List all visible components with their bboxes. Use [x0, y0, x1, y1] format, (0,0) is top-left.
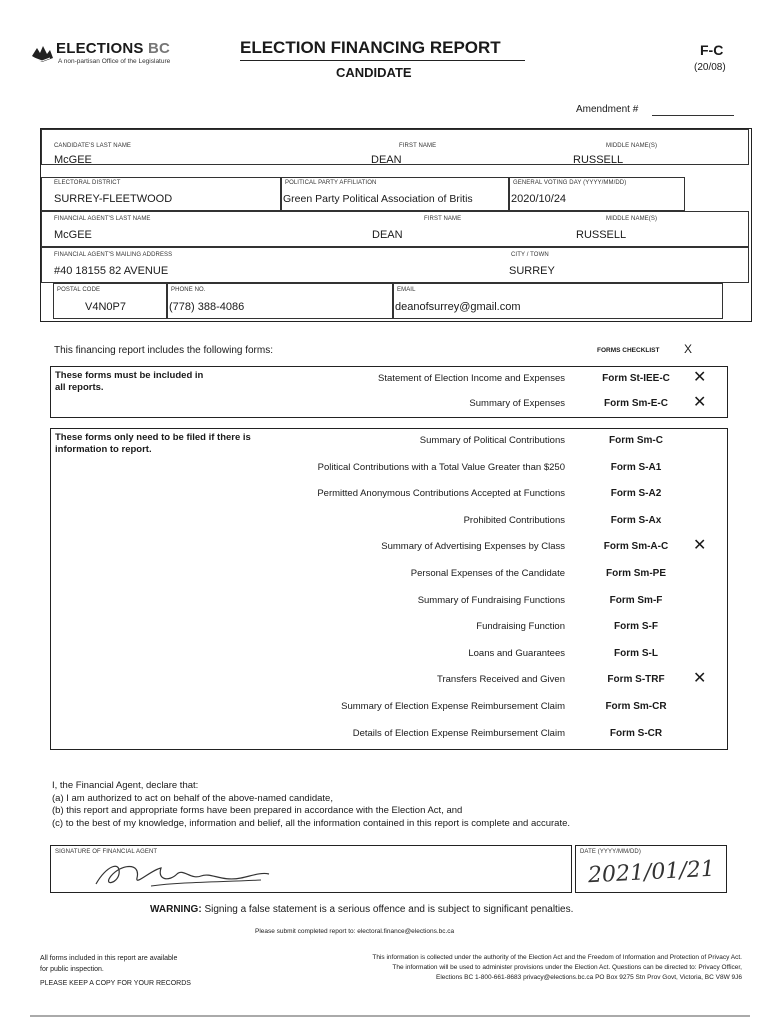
agent-last-name[interactable]: McGEE — [54, 229, 92, 241]
form-description: Prohibited Contributions — [463, 514, 565, 526]
form-code-label: Form Sm-F — [609, 594, 663, 606]
electoral-district-label: ELECTORAL DISTRICT — [54, 180, 121, 186]
amendment-label: Amendment # — [576, 104, 639, 115]
declaration-intro: I, the Financial Agent, declare that: — [52, 780, 199, 791]
forms-intro: This financing report includes the following forms: — [54, 345, 273, 356]
phone-label: PHONE NO. — [171, 287, 206, 293]
form-description: Loans and Guarantees — [468, 647, 565, 659]
agent-address[interactable]: #40 18155 82 AVENUE — [54, 265, 169, 277]
candidate-last-name-label: CANDIDATE'S LAST NAME — [54, 143, 132, 149]
footer-right-3: Elections BC 1-800-661-8683 privacy@elections.bc.ca PO Box 9275 Stn Prov Govt, Victoria, BC V8W 9J6 — [436, 974, 742, 981]
form-code-label: Form S-A1 — [610, 461, 662, 473]
form-code-label: Form Sm-CR — [605, 701, 667, 712]
elections-bc-logo-icon — [30, 42, 54, 64]
form-version: (20/08) — [694, 62, 726, 73]
page-title: ELECTION FINANCING REPORT — [240, 38, 525, 61]
form-description: Transfers Received and Given — [437, 674, 565, 686]
form-checkbox-mark[interactable]: ✕ — [693, 537, 707, 555]
voting-day-label: GENERAL VOTING DAY (YYYY/MM/DD) — [513, 180, 627, 186]
signature-label: SIGNATURE OF FINANCIAL AGENT — [55, 849, 158, 855]
form-code-label: Form S-L — [614, 647, 658, 659]
form-description: Political Contributions with a Total Value Greater than $250 — [317, 461, 565, 473]
forms-checklist-label: FORMS CHECKLIST — [597, 347, 660, 354]
form-checkbox-mark[interactable]: ✕ — [693, 394, 707, 411]
email-label: EMAIL — [397, 287, 416, 293]
footer-right — [242, 953, 742, 983]
voting-day[interactable]: 2020/10/24 — [511, 193, 567, 205]
footer-left-1: All forms included in this report are available — [40, 955, 178, 962]
warning-text — [150, 904, 573, 915]
form-code-label: Form Sm-PE — [605, 568, 666, 579]
footer-left-2: for public inspection. — [40, 966, 104, 973]
declaration-a: (a) I am authorized to act on behalf of the above-named candidate, — [52, 792, 333, 804]
form-code-label: Form S-Ax — [610, 514, 662, 526]
date-label: DATE (YYYY/MM/DD) — [580, 849, 641, 855]
party-affiliation[interactable]: Green Party Political Association of Britis — [283, 193, 473, 205]
candidate-first-name[interactable]: DEAN — [371, 154, 402, 166]
page-subtitle: CANDIDATE — [336, 65, 412, 80]
signature-scribble — [91, 856, 281, 890]
form-code-label: Form S-A2 — [610, 488, 662, 500]
candidate-middle-name-label: MIDDLE NAME(S) — [606, 143, 658, 149]
phone-number[interactable]: (778) 388-4086 — [169, 301, 245, 313]
footer-right-2: The information will be used to administer provisions under the Election Act. Questions can be directed to: Privacy Officer, — [392, 964, 742, 971]
agent-first-name[interactable]: DEAN — [372, 229, 403, 241]
form-description: Fundraising Function — [476, 621, 565, 633]
footer-right-1: This information is collected under the authority of the Election Act and the Freedom of Information and Protection of Privacy Act. — [372, 954, 742, 961]
form-description: Summary of Expenses — [469, 398, 565, 409]
agent-first-name-label: FIRST NAME — [424, 216, 462, 222]
forms-checklist-mark: X — [684, 342, 693, 356]
date-value: 2021/01/21 — [587, 856, 716, 889]
candidate-middle-name[interactable]: RUSSELL — [573, 154, 624, 166]
agent-middle-name[interactable]: RUSSELL — [576, 229, 627, 241]
candidate-first-name-label: FIRST NAME — [399, 143, 437, 149]
signature-field[interactable] — [50, 845, 572, 893]
optional-forms-note: These forms only need to be filed if there is information to report. — [55, 432, 251, 455]
form-code-label: Form St-IEE-C — [602, 373, 670, 384]
form-description: Statement of Election Income and Expenses — [378, 373, 565, 384]
warning-message: Signing a false statement is a serious offence and is subject to significant penalties. — [204, 904, 574, 915]
form-code-label: Form Sm-C — [609, 435, 663, 446]
form-checkbox-mark[interactable]: ✕ — [693, 670, 707, 688]
candidate-info-table — [40, 128, 752, 322]
optional-forms-box — [50, 428, 728, 750]
form-description: Summary of Political Contributions — [419, 435, 565, 446]
form-description: Summary of Advertising Expenses by Class — [381, 541, 565, 553]
warning-label: WARNING: — [150, 904, 202, 915]
submit-instructions: Please submit completed report to: electoral.finance@elections.bc.ca — [255, 928, 455, 935]
logo-word: ELECTIONS — [56, 40, 144, 57]
form-code-label: Form S-TRF — [607, 674, 665, 686]
declaration-b: (b) this report and appropriate forms have been prepared in accordance with the Election Act, and — [52, 805, 463, 816]
elections-bc-logo — [30, 40, 205, 70]
required-forms-box — [50, 366, 728, 418]
form-description: Personal Expenses of the Candidate — [410, 568, 565, 579]
declaration — [52, 780, 570, 830]
form-code-label: Form Sm-E-C — [604, 398, 668, 409]
required-forms-note: These forms must be included in all reports. — [55, 370, 204, 393]
postal-code-label: POSTAL CODE — [57, 287, 101, 293]
form-code-label: Form Sm-A-C — [603, 541, 669, 553]
bottom-rule — [30, 1015, 750, 1017]
postal-code[interactable]: V4N0P7 — [85, 301, 126, 313]
form-code-label: Form S-CR — [609, 727, 663, 739]
logo-bc: BC — [148, 40, 171, 57]
party-label: POLITICAL PARTY AFFILIATION — [285, 180, 377, 186]
form-description: Details of Election Expense Reimbursement Claim — [352, 727, 565, 739]
email-address[interactable]: deanofsurrey@gmail.com — [395, 301, 521, 313]
logo-tagline: A non-partisan Office of the Legislature — [58, 58, 171, 65]
form-description: Permitted Anonymous Contributions Accepted at Functions — [317, 488, 565, 500]
form-description: Summary of Fundraising Functions — [417, 594, 565, 606]
agent-middle-name-label: MIDDLE NAME(S) — [606, 216, 658, 222]
agent-last-name-label: FINANCIAL AGENT'S LAST NAME — [54, 216, 151, 222]
electoral-district[interactable]: SURREY-FLEETWOOD — [54, 193, 173, 205]
form-description: Summary of Election Expense Reimbursement Claim — [341, 701, 565, 712]
footer-left-3: PLEASE KEEP A COPY FOR YOUR RECORDS — [40, 980, 191, 987]
footer-left — [40, 953, 191, 989]
agent-city[interactable]: SURREY — [509, 265, 555, 277]
form-code: F-C — [700, 42, 724, 58]
candidate-last-name[interactable]: McGEE — [54, 154, 92, 166]
city-label: CITY / TOWN — [511, 252, 549, 258]
address-label: FINANCIAL AGENT'S MAILING ADDRESS — [54, 252, 173, 258]
form-checkbox-mark[interactable]: ✕ — [693, 369, 707, 386]
declaration-c: (c) to the best of my knowledge, information and belief, all the information contained in this report is complete and accurate. — [52, 817, 571, 829]
amendment-field[interactable] — [652, 115, 734, 116]
date-field[interactable] — [575, 845, 727, 893]
form-code-label: Form S-F — [614, 621, 658, 633]
